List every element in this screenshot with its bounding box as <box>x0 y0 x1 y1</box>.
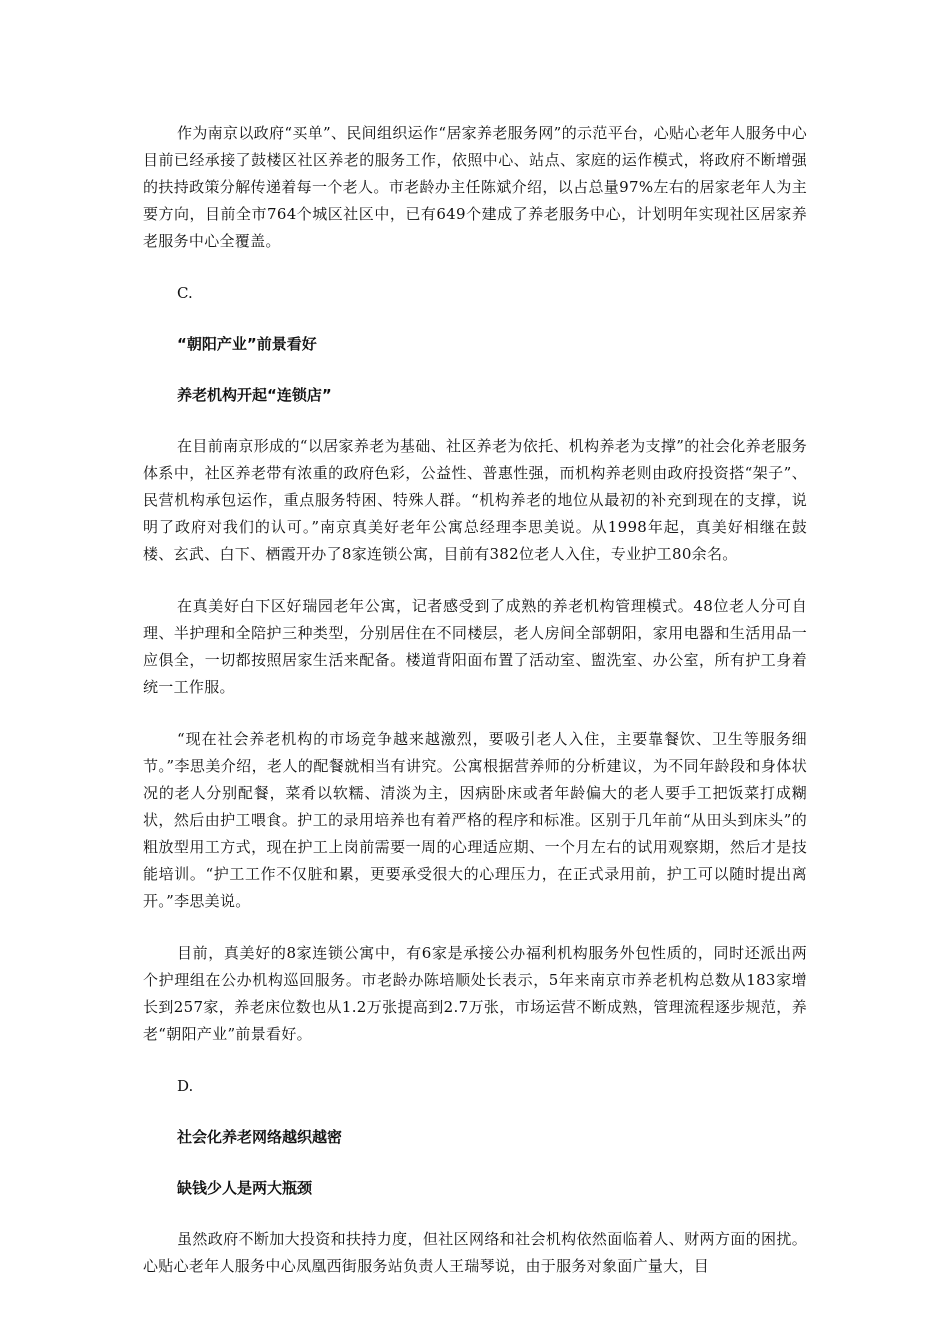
section-d-heading: 社会化养老网络越织越密 <box>177 1128 343 1146</box>
section-d-subheading: 缺钱少人是两大瓶颈 <box>177 1179 313 1197</box>
section-letter-c: C. <box>177 284 193 302</box>
paragraph-chain-apartments: 目前，真美好的8家连锁公寓中，有6家是承接公办福利机构服务外包性质的，同时还派出两个护理组在公办机构巡回服务。市老龄办陈培顺处长表示，5年来南京市养老机构总数从183家增长到257家，养老床位数也从1.2万张提高到2.7万张，市场运营不断成熟，管理流程逐步规范，养老“朝阳产业”前景看好。 <box>143 944 807 1043</box>
section-letter-d: D. <box>177 1077 194 1095</box>
section-c-subheading: 养老机构开起“连锁店” <box>177 386 332 404</box>
paragraph-haoruiyuan: 在真美好白下区好瑞园老年公寓，记者感受到了成熟的养老机构管理模式。48位老人分可自理、半护理和全陪护三种类型，分别居住在不同楼层，老人房间全部朝阳，家用电器和生活用品一应俱全，一切都按照居家生活来配备。楼道背阳面布置了活动室、盥洗室、办公室，所有护工身着统一工作服。 <box>143 597 807 696</box>
section-c-heading: “朝阳产业”前景看好 <box>177 335 317 353</box>
paragraph-service-details: “现在社会养老机构的市场竞争越来越激烈，要吸引老人入住，主要靠餐饮、卫生等服务细节。”李思美介绍，老人的配餐就相当有讲究。公寓根据营养师的分析建议，为不同年龄段和身体状况的老人分别配餐，菜肴以软糯、清淡为主，因病卧床或者年龄偏大的老人要手工把饭菜打成糊状，然后由护工喂食。护工的录用培养也有着严格的程序和标准。区别于几年前“从田头到床头”的粗放型用工方式，现在护工上岗前需要一周的心理适应期、一个月左右的试用观察期，然后才是技能培训。“护工工作不仅脏和累，更要承受很大的心理压力，在正式录用前，护工可以随时提出离开。”李思美说。 <box>143 730 807 910</box>
paragraph-elderly-system: 在目前南京形成的“以居家养老为基础、社区养老为依托、机构养老为支撑”的社会化养老服务体系中，社区养老带有浓重的政府色彩，公益性、普惠性强，而机构养老则由政府投资搭“架子”、民营机构承包运作，重点服务特困、特殊人群。“机构养老的地位从最初的补充到现在的支撑，说明了政府对我们的认可。”南京真美好老年公寓总经理李思美说。从1998年起，真美好相继在鼓楼、玄武、白下、栖霞开办了8家连锁公寓，目前有382位老人入住，专业护工80余名。 <box>143 437 807 563</box>
document-page <box>143 120 807 1305</box>
paragraph-funding-bottleneck: 虽然政府不断加大投资和扶持力度，但社区网络和社会机构依然面临着人、财两方面的困扰。心贴心老年人服务中心凤凰西街服务站负责人王瑞琴说，由于服务对象面广量大，目 <box>143 1230 807 1275</box>
paragraph-intro: 作为南京以政府“买单”、民间组织运作“居家养老服务网”的示范平台，心贴心老年人服务中心目前已经承接了鼓楼区社区养老的服务工作，依照中心、站点、家庭的运作模式，将政府不断增强的扶持政策分解传递着每一个老人。市老龄办主任陈斌介绍，以占总量97%左右的居家老年人为主要方向，目前全市764个城区社区中，已有649个建成了养老服务中心，计划明年实现社区居家养老服务中心全覆盖。 <box>143 124 807 250</box>
